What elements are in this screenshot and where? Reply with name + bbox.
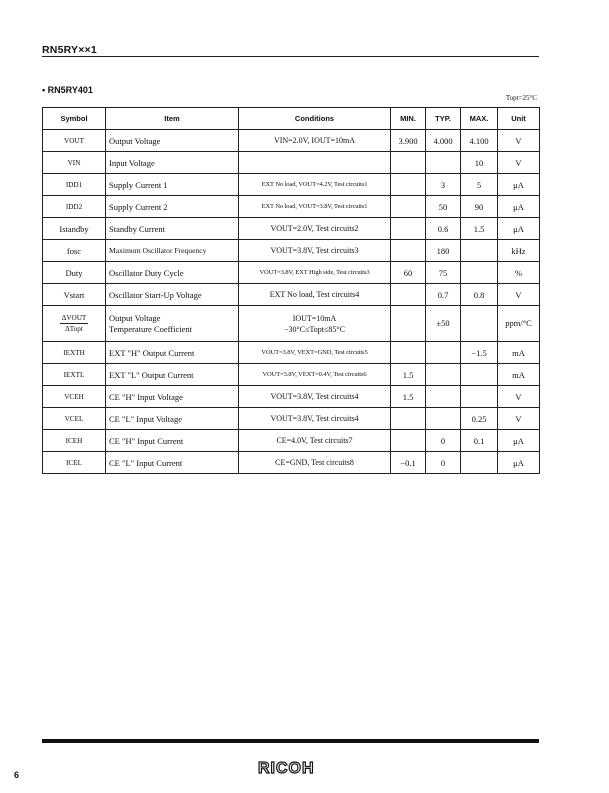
cell-item: Oscillator Duty Cycle (106, 262, 239, 284)
cell-unit: mA (498, 364, 540, 386)
cell-symbol: VCEL (43, 408, 106, 430)
electrical-characteristics-table (42, 107, 540, 474)
cell-item: Supply Current 2 (106, 196, 239, 218)
table-row (43, 430, 540, 452)
table-row (43, 130, 540, 152)
cell-unit: μA (498, 218, 540, 240)
cell-max (461, 364, 498, 386)
cell-min (391, 196, 426, 218)
cell-max: −1.5 (461, 342, 498, 364)
cell-conditions: EXT No load, Test circuits4 (239, 284, 391, 306)
cell-unit: V (498, 130, 540, 152)
cell-typ (426, 386, 461, 408)
section-title: • RN5RY401 (42, 85, 93, 95)
cell-symbol: Vstart (43, 284, 106, 306)
cell-min: −0.1 (391, 452, 426, 474)
cell-typ: 50 (426, 196, 461, 218)
table-row (43, 152, 540, 174)
cell-unit: μA (498, 430, 540, 452)
column-header-max: MAX. (461, 108, 498, 130)
cell-max: 4.100 (461, 130, 498, 152)
cell-typ: 180 (426, 240, 461, 262)
condition-line: −30°C≤Topt≤85°C (284, 324, 345, 334)
cell-symbol: VCEH (43, 386, 106, 408)
cell-unit: μA (498, 452, 540, 474)
cell-symbol: VIN (43, 152, 106, 174)
column-header-typ: TYP. (426, 108, 461, 130)
table-row (43, 240, 540, 262)
cell-conditions (239, 306, 391, 342)
cell-symbol: fosc (43, 240, 106, 262)
cell-max: 10 (461, 152, 498, 174)
cell-conditions: VOUT=3.8V, VEXT=0.4V, Test circuits6 (239, 364, 391, 386)
footer-divider (42, 739, 539, 743)
cell-typ: 0 (426, 430, 461, 452)
cell-item: CE "H" Input Voltage (106, 386, 239, 408)
cell-item: CE "H" Input Current (106, 430, 239, 452)
cell-symbol: ICEH (43, 430, 106, 452)
cell-symbol: IEXTH (43, 342, 106, 364)
cell-typ (426, 342, 461, 364)
cell-max: 0.8 (461, 284, 498, 306)
cell-conditions: EXT No load, VOUT=3.8V, Test circuits1 (239, 196, 391, 218)
column-header-unit: Unit (498, 108, 540, 130)
cell-typ (426, 408, 461, 430)
table-row (43, 262, 540, 284)
cell-conditions: VOUT=3.8V, Test circuits4 (239, 408, 391, 430)
item-line: Output Voltage (109, 312, 161, 323)
cell-conditions: VOUT=2.0V, Test circuits2 (239, 218, 391, 240)
cell-symbol: IDD2 (43, 196, 106, 218)
cell-item: Input Voltage (106, 152, 239, 174)
symbol-denominator: ΔTopt (65, 325, 83, 333)
cell-item: Standby Current (106, 218, 239, 240)
cell-item: CE "L" Input Voltage (106, 408, 239, 430)
symbol-fraction (60, 313, 89, 334)
cell-max: 90 (461, 196, 498, 218)
cell-max: 5 (461, 174, 498, 196)
cell-item: Maximum Oscillator Frequency (106, 240, 239, 262)
column-header-item: Item (106, 108, 239, 130)
header-divider (42, 56, 539, 57)
table-row (43, 452, 540, 474)
cell-min (391, 240, 426, 262)
cell-min: 1.5 (391, 386, 426, 408)
cell-typ: 0.6 (426, 218, 461, 240)
cell-conditions (239, 152, 391, 174)
table-row (43, 284, 540, 306)
cell-min (391, 152, 426, 174)
cell-conditions: VIN=2.0V, IOUT=10mA (239, 130, 391, 152)
table-row (43, 364, 540, 386)
cell-max: 0.25 (461, 408, 498, 430)
table-row (43, 408, 540, 430)
table-header-row (43, 108, 540, 130)
table-row (43, 342, 540, 364)
cell-typ: 3 (426, 174, 461, 196)
cell-symbol: VOUT (43, 130, 106, 152)
column-header-min: MIN. (391, 108, 426, 130)
cell-unit: μA (498, 196, 540, 218)
cell-typ: 0.7 (426, 284, 461, 306)
cell-item: CE "L" Input Current (106, 452, 239, 474)
cell-min (391, 306, 426, 342)
cell-item: Oscillator Start-Up Voltage (106, 284, 239, 306)
cell-max (461, 306, 498, 342)
cell-item (106, 306, 239, 342)
cell-unit: μA (498, 174, 540, 196)
cell-typ: 4.000 (426, 130, 461, 152)
table-row (43, 218, 540, 240)
cell-typ (426, 152, 461, 174)
cell-symbol (43, 306, 106, 342)
cell-min (391, 174, 426, 196)
column-header-symbol: Symbol (43, 108, 106, 130)
cell-typ: 75 (426, 262, 461, 284)
cell-min: 1.5 (391, 364, 426, 386)
cell-min: 60 (391, 262, 426, 284)
cell-min (391, 342, 426, 364)
cell-item: EXT "H" Output Current (106, 342, 239, 364)
ricoh-logo: RICOH (258, 760, 315, 777)
temperature-note: Topt=25°C (505, 94, 537, 102)
cell-typ (426, 364, 461, 386)
page-number: 6 (14, 770, 20, 780)
document-header-title: RN5RY××1 (42, 44, 97, 56)
cell-unit: mA (498, 342, 540, 364)
table-row (43, 196, 540, 218)
cell-min (391, 218, 426, 240)
cell-typ: 0 (426, 452, 461, 474)
cell-min (391, 430, 426, 452)
cell-item: EXT "L" Output Current (106, 364, 239, 386)
cell-max (461, 240, 498, 262)
cell-unit: % (498, 262, 540, 284)
item-line: Temperature Coefficient (109, 323, 193, 334)
cell-unit: ppm/°C (498, 306, 540, 342)
cell-max (461, 386, 498, 408)
table-row (43, 174, 540, 196)
cell-symbol: IDD1 (43, 174, 106, 196)
cell-unit: V (498, 152, 540, 174)
cell-conditions: VOUT=3.8V, Test circuits4 (239, 386, 391, 408)
cell-unit: kHz (498, 240, 540, 262)
cell-max: 1.5 (461, 218, 498, 240)
cell-conditions: VOUT=3.8V, EXT High side, Test circuits3 (239, 262, 391, 284)
cell-symbol: ICEL (43, 452, 106, 474)
cell-conditions: CE=GND, Test circuits8 (239, 452, 391, 474)
column-header-conditions: Conditions (239, 108, 391, 130)
cell-unit: V (498, 284, 540, 306)
cell-max: 0.1 (461, 430, 498, 452)
cell-min (391, 284, 426, 306)
cell-unit: V (498, 408, 540, 430)
cell-unit: V (498, 386, 540, 408)
condition-line: IOUT=10mA (292, 313, 337, 323)
cell-conditions: EXT No load, VOUT=4.2V, Test circuits1 (239, 174, 391, 196)
cell-max (461, 262, 498, 284)
cell-item: Output Voltage (106, 130, 239, 152)
cell-conditions: CE=4.0V, Test circuits7 (239, 430, 391, 452)
cell-item: Supply Current 1 (106, 174, 239, 196)
cell-conditions: VOUT=3.8V, Test circuits3 (239, 240, 391, 262)
cell-conditions: VOUT=3.8V, VEXT=GND, Test circuits5 (239, 342, 391, 364)
cell-max (461, 452, 498, 474)
cell-typ: ±50 (426, 306, 461, 342)
table-row (43, 306, 540, 342)
table-row (43, 386, 540, 408)
cell-symbol: Istandby (43, 218, 106, 240)
symbol-numerator: ΔVOUT (61, 314, 87, 322)
cell-symbol: Duty (43, 262, 106, 284)
cell-min: 3.900 (391, 130, 426, 152)
cell-min (391, 408, 426, 430)
cell-symbol: IEXTL (43, 364, 106, 386)
